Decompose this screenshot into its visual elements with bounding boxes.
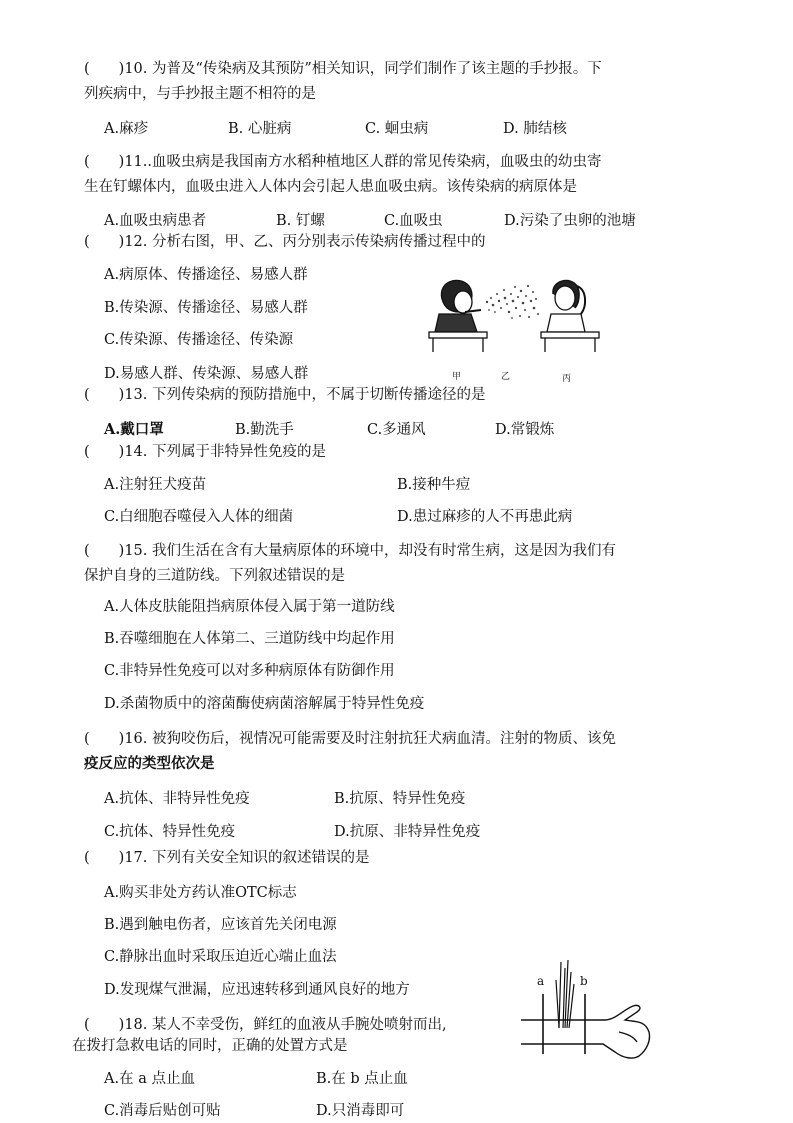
q14-stem-line1: ( )14. 下列属于非特异性免疫的是 (84, 444, 326, 460)
q18-stem-line2: 在拨打急救电话的同时，正确的处置方式是 (72, 1038, 348, 1054)
q12-option-c: C.传染源、传播途径、传染源 (104, 332, 294, 348)
q13-option-c: C.多通风 (367, 422, 426, 438)
q14-option-c: C.白细胞吞噬侵入人体的细菌 (104, 509, 294, 525)
q13-stem-line1: ( )13. 下列传染病的预防措施中，不属于切断传播途径的是 (84, 387, 486, 403)
q11-option-d: D.污染了虫卵的池塘 (504, 213, 636, 229)
q13-option-d: D.常锻炼 (495, 422, 555, 438)
sick-person-icon (429, 280, 487, 352)
q10-option-c: C. 蛔虫病 (365, 121, 429, 137)
droplets-cloud (486, 285, 539, 319)
q17-option-d: D.发现煤气泄漏，应迅速转移到通风良好的地方 (104, 982, 410, 998)
q10-option-a: A.麻疹 (104, 121, 149, 137)
q17-option-b: B.遇到触电伤者，应该首先关闭电源 (104, 917, 337, 933)
q10-stem-line2: 列疾病中，与手抄报主题不相符的是 (84, 86, 316, 102)
q18-label-a: a (537, 974, 545, 988)
blood-spurt-icon (556, 960, 574, 1028)
q16-stem-line2: 疫反应的类型依次是 (84, 755, 215, 772)
q12-transmission-figure (425, 272, 615, 358)
q12-label-bing: 丙 (562, 374, 572, 384)
q11-stem-line2: 生在钉螺体内，血吸虫进入人体内会引起人患血吸虫病。该传染病的病原体是 (84, 179, 577, 195)
q11-option-b: B. 钉螺 (276, 213, 325, 229)
q12-option-a: A.病原体、传播途径、易感人群 (104, 267, 308, 283)
q15-option-a: A.人体皮肤能阻挡病原体侵入属于第一道防线 (104, 599, 395, 615)
q18-option-b: B.在 b 点止血 (316, 1071, 408, 1087)
q10-option-d: D. 肺结核 (503, 121, 567, 137)
q10-option-b: B. 心脏病 (228, 121, 292, 137)
q14-option-d: D.患过麻疹的人不再患此病 (397, 509, 573, 525)
q15-stem-line1: ( )15. 我们生活在含有大量病原体的环境中，却没有时常生病，这是因为我们有 (84, 543, 616, 559)
q13-option-a: A.戴口罩 (104, 421, 164, 438)
q16-option-d: D.抗原、非特异性免疫 (334, 824, 481, 840)
q12-label-jia: 甲 (452, 372, 462, 382)
q18-option-d: D.只消毒即可 (316, 1103, 405, 1119)
q15-option-c: C.非特异性免疫可以对多种病原体有防御作用 (104, 663, 395, 679)
q16-option-b: B.抗原、特异性免疫 (334, 791, 466, 807)
q13-option-b: B.勤洗手 (235, 422, 294, 438)
q18-option-c: C.消毒后贴创可贴 (104, 1103, 221, 1119)
q12-option-b: B.传染源、传播途径、易感人群 (104, 300, 308, 316)
q16-stem-line1: ( )16. 被狗咬伤后，视情况可能需要及时注射抗狂犬病血清。注射的物质、该免 (84, 731, 616, 747)
q17-option-a: A.购买非处方药认准OTC标志 (104, 885, 297, 901)
q14-option-a: A.注射狂犬疫苗 (104, 477, 207, 493)
q10-stem-line1: ( )10. 为普及“传染病及其预防”相关知识，同学们制作了该主题的手抄报。下 (84, 61, 602, 77)
q15-option-b: B.吞噬细胞在人体第二、三道防线中均起作用 (104, 631, 395, 647)
q11-option-c: C.血吸虫 (384, 213, 443, 229)
q12-option-d: D.易感人群、传染源、易感人群 (104, 366, 309, 382)
susceptible-person-icon (541, 280, 599, 352)
q15-stem-line2: 保护自身的三道防线。下列叙述错误的是 (84, 568, 345, 584)
q12-stem-line1: ( )12. 分析右图，甲、乙、丙分别表示传染病传播过程中的 (84, 234, 486, 250)
q18-stem-line1: ( )18. 某人不幸受伤，鲜红的血液从手腕处喷射而出, (84, 1017, 447, 1033)
q15-option-d: D.杀菌物质中的溶菌酶使病菌溶解属于特异性免疫 (104, 696, 425, 712)
q18-label-b: b (580, 974, 588, 988)
q17-option-c: C.静脉出血时采取压迫近心端止血法 (104, 949, 337, 965)
q18-option-a: A.在 a 点止血 (104, 1071, 195, 1087)
q16-option-c: C.抗体、特异性免疫 (104, 824, 236, 840)
q12-label-yi: 乙 (501, 372, 511, 382)
q16-option-a: A.抗体、非特异性免疫 (104, 791, 250, 807)
q11-option-a: A.血吸虫病患者 (104, 213, 207, 229)
q11-stem-line1: ( )11..血吸虫病是我国南方水稻种植地区人群的常见传染病，血吸虫的幼虫寄 (84, 154, 602, 170)
q14-option-b: B.接种牛痘 (397, 477, 471, 493)
q17-stem-line1: ( )17. 下列有关安全知识的叙述错误的是 (84, 850, 370, 866)
